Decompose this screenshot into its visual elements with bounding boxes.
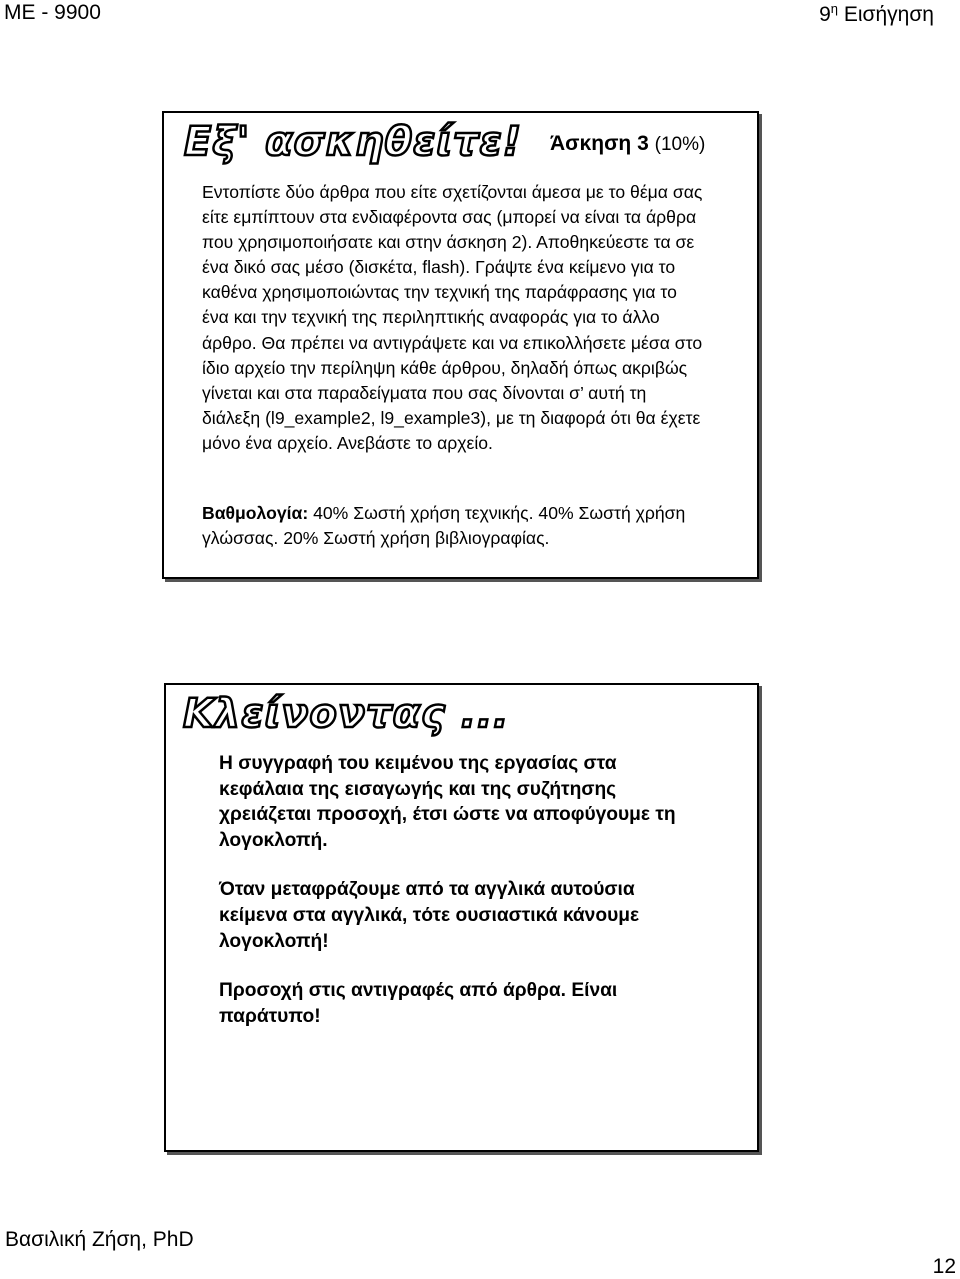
instruction-line: διάλεξη (l9_example2, l9_example3), με τη διαφορά ότι θα έχετε <box>202 407 701 428</box>
exercise-heading <box>550 132 705 156</box>
grading-line: γλώσσας. 20% Σωστή χρήση βιβλιογραφίας. <box>202 528 550 548</box>
instruction-line: που χρησιμοποιήσατε και στην άσκηση 2). Αποθηκεύεστε τα σε <box>202 232 695 253</box>
slide-title: Εξ' ασκηθείτε! <box>184 119 523 165</box>
instruction-line: μόνο ένα αρχείο. Ανεβάστε το αρχείο. <box>202 432 493 453</box>
closing-line: Η συγγραφή του κειμένου της εργασίας στα <box>219 753 617 774</box>
grading-criteria <box>202 501 762 551</box>
exercise-weight: (10%) <box>654 134 706 155</box>
exercise-instructions <box>202 180 762 456</box>
page-number: 12 <box>932 1255 956 1278</box>
lecture-ordinal: η <box>830 1 839 16</box>
closing-line: κεφάλαια της εισαγωγής και της συζήτησης <box>219 778 617 800</box>
grading-line <box>202 501 762 526</box>
closing-line: χρειάζεται προσοχή, έτσι ώστε να αποφύγουμε τη <box>219 804 676 826</box>
closing-line: λογοκλοπή. <box>219 829 328 851</box>
instruction-line: καθένα χρησιμοποιώντας την τεχνική της παράφρασης για το <box>202 282 677 303</box>
closing-line: Προσοχή στις αντιγραφές από άρθρα. Είναι <box>219 980 618 1002</box>
instruction-line: Εντοπίστε δύο άρθρα που είτε σχετίζονται άμεσα με το θέμα σας <box>202 182 703 202</box>
instruction-line: ένα δικό σας μέσο (δισκέτα, flash). Γράψτε ένα κείμενο για το <box>202 257 676 278</box>
course-code: ΜΕ - 9900 <box>4 1 101 24</box>
author-name: Βασιλική Ζήση, PhD <box>5 1228 194 1251</box>
slide-title: Κλείνοντας ... <box>183 691 510 737</box>
lecture-number: 9 <box>819 3 831 26</box>
closing-line: λογοκλοπή! <box>219 930 329 952</box>
exercise-slide <box>162 111 759 579</box>
closing-notes <box>219 751 739 1029</box>
instruction-line: ένα και την τεχνική της περιληπτικής αναφοράς για το άλλο <box>202 307 660 328</box>
instruction-line: γίνεται και στα παραδείγματα που σας δίνονται σ’ αυτή τη <box>202 382 647 403</box>
closing-slide <box>164 683 759 1152</box>
closing-paragraph <box>219 751 739 853</box>
grading-text: 40% Σωστή χρήση τεχνικής. 40% Σωστή χρήση <box>308 503 686 523</box>
lecture-word: Εισήγηση <box>843 3 934 26</box>
lecture-label <box>819 1 934 27</box>
instruction-line: άρθρο. Θα πρέπει να αντιγράψετε και να επικολλήσετε μέσα στο <box>202 332 703 353</box>
closing-line: παράτυπο! <box>219 1005 321 1027</box>
closing-paragraph <box>219 978 739 1029</box>
closing-line: Όταν μεταφράζουμε από τα αγγλικά αυτούσια <box>219 879 635 901</box>
exercise-label: Άσκηση 3 <box>550 132 649 155</box>
closing-paragraph <box>219 877 739 954</box>
instruction-line: ίδιο αρχείο την περίληψη κάθε άρθρου, δηλαδή όπως ακριβώς <box>202 357 688 378</box>
closing-line: κείμενα στα αγγλικά, τότε ουσιαστικά κάνουμε <box>219 904 640 926</box>
grading-label: Βαθμολογία: <box>202 503 309 523</box>
instruction-line: είτε εμπίπτουν στα ενδιαφέροντα σας (μπορεί να είναι τα άρθρα <box>202 207 697 228</box>
